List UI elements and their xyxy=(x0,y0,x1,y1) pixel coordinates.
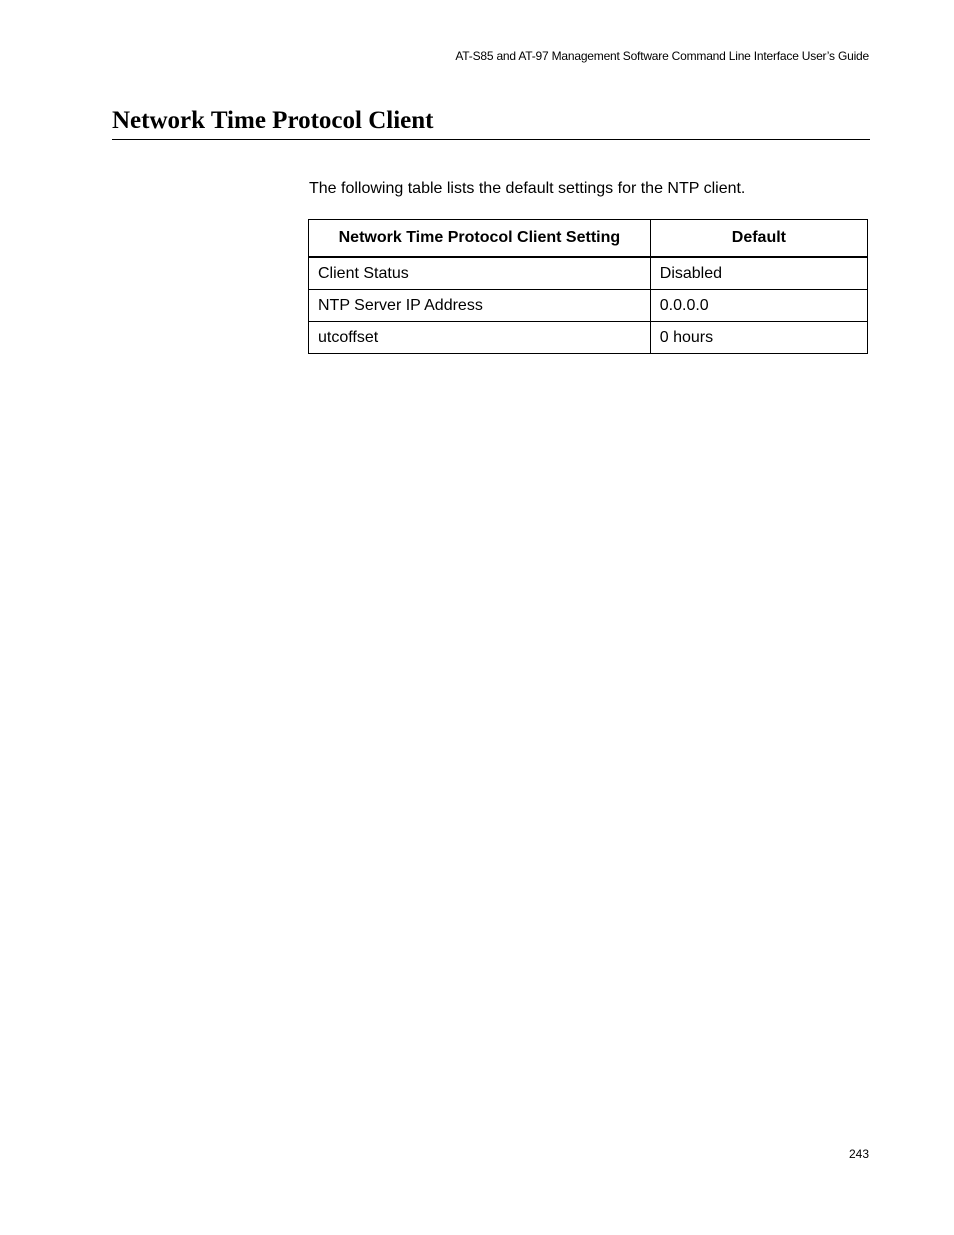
page-number: 243 xyxy=(848,1147,869,1161)
setting-cell: utcoffset xyxy=(309,322,651,354)
table-row xyxy=(309,257,868,290)
setting-cell: Client Status xyxy=(309,257,651,290)
running-header: AT-S85 and AT-97 Management Software Command Line Interface User’s Guide xyxy=(455,49,869,63)
intro-paragraph: The following table lists the default settings for the NTP client. xyxy=(309,180,746,197)
default-cell: 0 hours xyxy=(650,322,867,354)
table-row xyxy=(309,290,868,322)
column-header-setting: Network Time Protocol Client Setting xyxy=(309,220,651,258)
default-cell: 0.0.0.0 xyxy=(650,290,867,322)
ntp-defaults-table xyxy=(308,219,868,354)
column-header-default: Default xyxy=(650,220,867,258)
section-title: Network Time Protocol Client xyxy=(112,105,870,140)
setting-cell: NTP Server IP Address xyxy=(309,290,651,322)
table-row xyxy=(309,322,868,354)
default-cell: Disabled xyxy=(650,257,867,290)
table-header-row xyxy=(309,220,868,258)
